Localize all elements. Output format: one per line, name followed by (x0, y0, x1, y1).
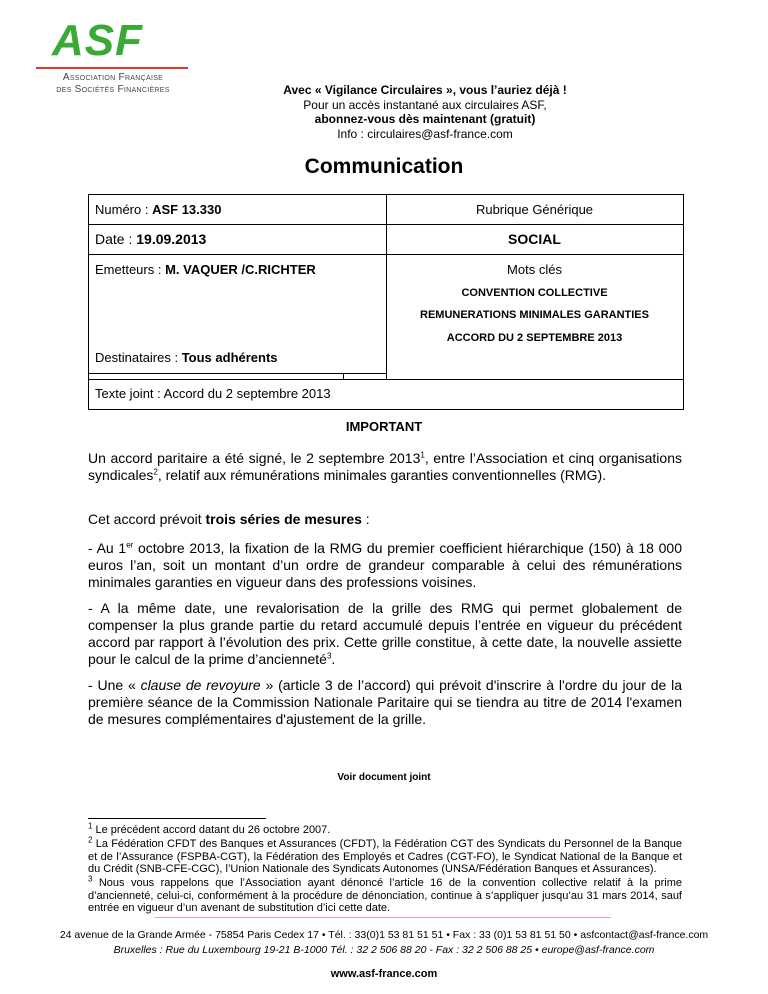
voir-document-joint: Voir document joint (337, 772, 431, 783)
measure-1-text: octobre 2013, la fixation de la RMG du premier coefficient hiérarchique (150) à 18 000 euros l’an, soit un montant d’un ordre de grandeur comparable à celui des rémunérations minimales garanties en vigueur dans des professions voisines. (88, 540, 682, 590)
mot-cle: REMUNERATIONS MINIMALES GARANTIES (420, 309, 649, 321)
mot-cle: CONVENTION COLLECTIVE (461, 287, 608, 299)
footer-address: 24 avenue de la Grande Armée - 75854 Paris Cedex 17 • Tél. : 33(0)1 53 81 51 51 • Fax : 33 (0)1 53 81 51 50 • asfcontact@asf-france.com (59, 929, 709, 941)
destinataires-cell (95, 350, 278, 365)
destinataires-label: Destinataires : (95, 350, 182, 365)
footnote-text: Le précédent accord datant du 26 octobre 2007. (92, 824, 331, 836)
intro-text: Un accord paritaire a été signé, le 2 septembre 2013 (88, 450, 421, 466)
measure-2-text: - A la même date, une revalorisation de la grille des RMG qui permet globalement de compenser la plus grande partie du retard accumulé depuis l’entrée en vigueur du précédent accord par rapport à l’évolution des prix. Cette grille constitue, à cette date, la nouvelle assiette pour le calcul de la prime d’ancienneté (88, 600, 682, 667)
texte-joint: Texte joint : Accord du 2 septembre 2013 (95, 386, 331, 401)
footnote-separator (88, 818, 266, 819)
mots-cles-label: Mots clés (507, 262, 562, 277)
row-divider (89, 373, 386, 374)
footnote-text: Nous vous rappelons que l’Association ayant dénoncé l’article 16 de la convention collective relatif à la prime d’ancienneté, celui-ci, conformément à la procédure de dénonciation, continue à s’appliquer jusqu’au 31 mars 2014, sauf entrée en vigueur d’un avenant de substitution d’ici cette date. (88, 877, 682, 914)
asf-logo (22, 16, 182, 95)
footnote-number: 3 (88, 874, 93, 884)
mot-cle: ACCORD DU 2 SEPTEMBRE 2013 (446, 332, 623, 344)
measures-text: : (361, 511, 370, 527)
footnote-1 (88, 821, 682, 837)
paragraph-measure-1 (88, 540, 682, 591)
date-value: 19.09.2013 (136, 231, 207, 247)
promo-line4[interactable]: Info : circulaires@asf-france.com (337, 126, 513, 141)
measure-3-text: » (article 3 de l’accord) qui prévoit d'inscrire à l'ordre du jour de la première séance de la Commission Nationale Paritaire qui se tiendra au titre de 2014 l'examen de mesures complémentaires d'ajustement de la grille. (88, 677, 682, 727)
logo-subtitle-line2: des Sociétés Financières (56, 84, 170, 95)
logo-word: ASF (52, 16, 143, 65)
promo-line2: Pour un accès instantané aux circulaires ASF, (303, 97, 547, 112)
vigilance-promo (200, 83, 650, 141)
page-title: Communication (304, 155, 464, 178)
logo-underline (36, 67, 188, 69)
footnote-3 (88, 874, 682, 915)
column-divider-stub (343, 373, 344, 380)
important-heading: IMPORTANT (345, 419, 423, 434)
measure-3-text: - Une « (88, 677, 141, 693)
footnote-2 (88, 835, 682, 876)
footnote-text: La Fédération CFDT des Banques et Assurances (CFDT), la Fédération CGT des Syndicats du Personnel de la Banque et de l’Assurance (FSPBA-CGT), la Fédération des Employés et Cadres (CGT-FO), le Syndicat National de la Banque et du Crédit (SNB-CFE-CGC), l’Union Nationale des Syndicats Autonomes (UNSA/Fédération Banques et Assurances). (88, 838, 682, 875)
footnote-ref[interactable]: 3 (326, 651, 332, 661)
footer-website[interactable]: www.asf-france.com (330, 968, 438, 980)
footnote-ref[interactable]: 1 (420, 450, 425, 460)
date-cell (95, 231, 206, 247)
logo-subtitle-line1: Association Française (62, 72, 164, 83)
meta-table (88, 194, 684, 410)
footer-separator (155, 917, 611, 918)
measure-1-text: - Au 1 (88, 540, 127, 556)
emetteurs-label: Emetteurs : (95, 262, 166, 277)
intro-text: , relatif aux rémunérations minimales garanties conventionnelles (RMG). (157, 467, 607, 483)
intro-text: , entre l’Association et cinq organisations syndicales (88, 450, 682, 483)
emetteurs-cell (95, 262, 316, 277)
destinataires-value: Tous adhérents (181, 350, 278, 365)
promo-line3: abonnez-vous dès maintenant (gratuit) (314, 112, 536, 126)
footnote-number: 2 (88, 835, 93, 845)
footnote-ref[interactable]: 2 (153, 467, 158, 477)
ordinal-sup: er (126, 540, 134, 550)
measures-text: Cet accord prévoit (88, 511, 206, 527)
paragraph-intro (88, 450, 682, 484)
measures-bold: trois séries de mesures (205, 511, 362, 527)
rubrique-label: Rubrique Générique (475, 202, 594, 217)
footer-bruxelles: Bruxelles : Rue du Luxembourg 19-21 B-1000 Tél. : 32 2 506 88 20 - Fax : 32 2 506 88 25 • europe@asf-france.com (113, 944, 655, 956)
numero-label: Numéro : (95, 202, 153, 217)
paragraph-measures (88, 511, 682, 528)
rubrique-value: SOCIAL (508, 231, 561, 247)
date-label: Date : (95, 231, 137, 247)
emetteurs-value: M. VAQUER /C.RICHTER (165, 262, 316, 277)
row-divider (89, 379, 683, 380)
numero-value: ASF 13.330 (152, 202, 222, 217)
paragraph-measure-2 (88, 600, 682, 668)
numero-cell (95, 202, 221, 217)
footnote-number: 1 (88, 821, 93, 831)
promo-line1: Avec « Vigilance Circulaires », vous l’auriez déjà ! (283, 83, 567, 97)
paragraph-measure-3 (88, 677, 682, 728)
measure-3-italic: clause de revoyure (140, 677, 261, 693)
measure-2-text: . (331, 651, 336, 667)
logo-subtitle (24, 72, 202, 96)
